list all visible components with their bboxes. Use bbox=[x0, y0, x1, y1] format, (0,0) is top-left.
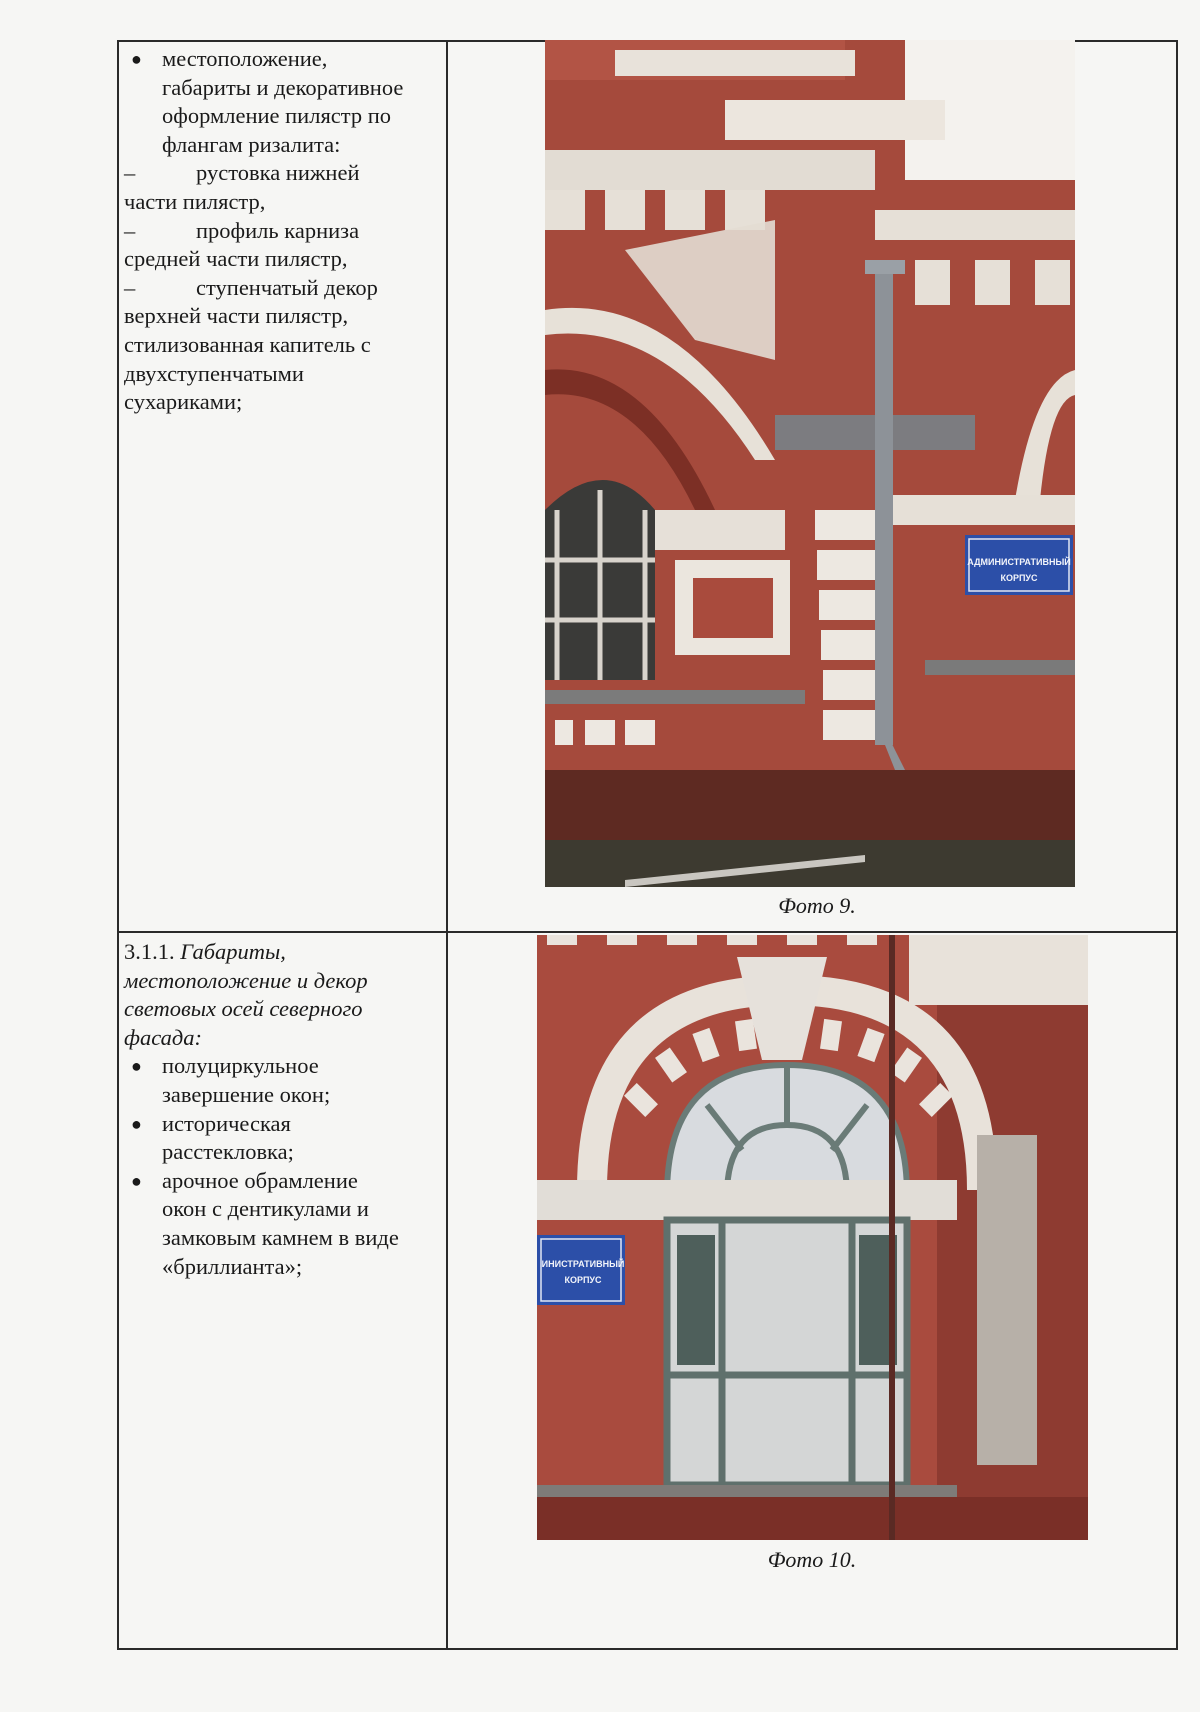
table-border-bottom bbox=[117, 1648, 1178, 1650]
table-border-left bbox=[117, 40, 119, 1649]
bullet-icon: ● bbox=[131, 1170, 142, 1191]
dash-list-item bbox=[124, 217, 442, 274]
list-item-line: полуциркульное bbox=[162, 1053, 319, 1079]
dash-list-item bbox=[124, 159, 442, 216]
list-item bbox=[124, 1110, 442, 1167]
list-item-line: оформление пилястр по bbox=[162, 103, 392, 129]
dash-item-line: средней части пилястр, bbox=[124, 246, 348, 272]
list-item-line: замковым камнем в виде bbox=[162, 1224, 399, 1250]
list-item-line: «бриллианта»; bbox=[162, 1253, 303, 1279]
section-heading-line: фасада: bbox=[124, 1024, 203, 1050]
dash-item-line: части пилястр, bbox=[124, 188, 266, 214]
list-item-line: арочное обрамление bbox=[162, 1167, 358, 1193]
section-heading-line: световых осей северного bbox=[124, 996, 363, 1022]
list-item-line: местоположение, bbox=[162, 46, 328, 71]
list-item bbox=[124, 45, 442, 159]
bullet-icon: ● bbox=[131, 49, 142, 69]
section-number: 3.1.1. bbox=[124, 939, 175, 964]
list-item-line: историческая bbox=[162, 1110, 291, 1136]
list-item-line: расстекловка; bbox=[162, 1139, 294, 1165]
window-photo-image bbox=[537, 935, 1088, 1540]
row-divider bbox=[117, 931, 1178, 933]
list-item bbox=[124, 1167, 442, 1281]
sign-text-line: КОРПУС bbox=[1000, 573, 1038, 583]
column-divider bbox=[446, 40, 448, 1649]
bullet-icon: ● bbox=[131, 1113, 142, 1134]
row2-text-cell bbox=[124, 938, 442, 1281]
dash-icon: – bbox=[124, 217, 136, 243]
dash-item-line: верхней части пилястр, bbox=[124, 303, 349, 329]
dash-item-first-line: профиль карниза bbox=[196, 217, 360, 243]
section-heading-line: местоположение и декор bbox=[124, 967, 368, 993]
section-heading-line: Габариты, bbox=[180, 939, 286, 964]
dash-item-first-line: ступенчатый декор bbox=[196, 274, 378, 300]
dash-item-line: сухариками; bbox=[124, 389, 243, 415]
dash-list-item bbox=[124, 274, 442, 417]
section-heading bbox=[124, 938, 442, 1052]
photo-9-caption: Фото 9. bbox=[778, 893, 856, 918]
photo-10-caption: Фото 10. bbox=[767, 1547, 857, 1572]
sign-text-line: КОРПУС bbox=[564, 1275, 602, 1285]
sign-text-line: АДМИНИСТРАТИВНЫЙ bbox=[967, 557, 1071, 567]
document-table bbox=[117, 40, 1178, 1649]
list-item-line: флангам ризалита: bbox=[162, 131, 341, 157]
list-item-line: окон с дентикулами и bbox=[162, 1196, 369, 1222]
table-border-right bbox=[1176, 40, 1178, 1649]
bullet-icon: ● bbox=[131, 1056, 142, 1077]
sign-text-line: ИНИСТРАТИВНЫЙ bbox=[541, 1259, 625, 1269]
facade-photo-image bbox=[545, 40, 1075, 887]
list-item-line: габариты и декоративное bbox=[162, 74, 404, 100]
photo-10 bbox=[537, 935, 1088, 1540]
list-item bbox=[124, 1052, 442, 1109]
dash-icon: – bbox=[124, 160, 136, 186]
row1-text-cell bbox=[124, 45, 442, 417]
dash-item-line: стилизованная капитель с bbox=[124, 331, 371, 357]
dash-icon: – bbox=[124, 274, 136, 300]
list-item-line: завершение окон; bbox=[162, 1081, 331, 1107]
dash-item-line: двухступенчатыми bbox=[124, 360, 304, 386]
dash-item-first-line: рустовка нижней bbox=[196, 160, 360, 186]
photo-9 bbox=[545, 40, 1075, 887]
